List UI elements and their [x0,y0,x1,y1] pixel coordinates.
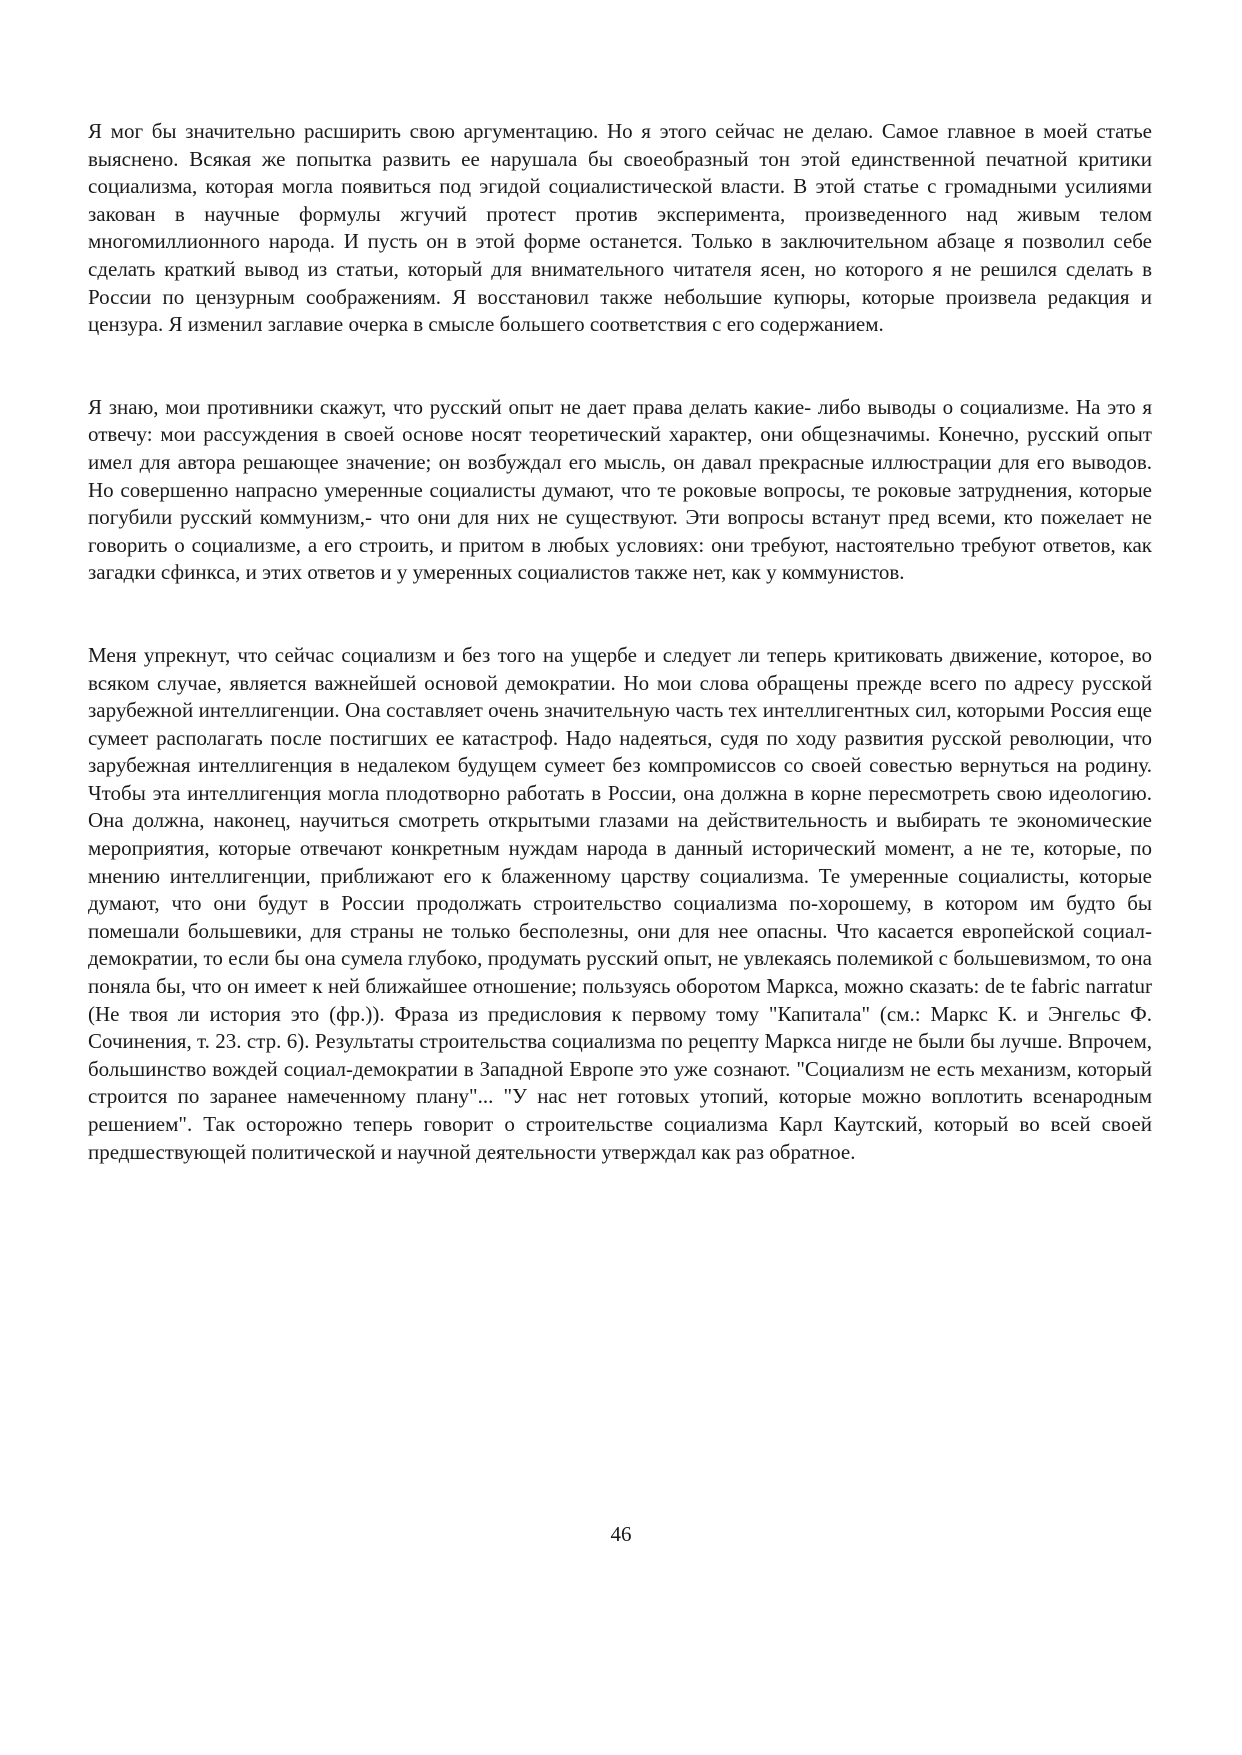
paragraph-1: Я мог бы значительно расширить свою аргументацию. Но я этого сейчас не делаю. Самое главное в моей статье выяснено. Всякая же попытка развить ее нарушала бы своеобразный тон этой единственной печатной критики социализма, которая могла появиться под эгидой социалистической власти. В этой статье с громадными усилиями закован в научные формулы жгучий протест против эксперимента, произведенного над живым телом многомиллионного народа. И пусть он в этой форме останется. Только в заключительном абзаце я позволил себе сделать краткий вывод из статьи, который для внимательного читателя ясен, но которого я не решился сделать в России по цензурным соображениям. Я восстановил также небольшие купюры, которые произвела редакция и цензура. Я изменил заглавие очерка в смысле большего соответствия с его содержанием. [88,119,1152,337]
paragraph-3: Меня упрекнут, что сейчас социализм и без того на ущербе и следует ли теперь критиковать движение, которое, во всяком случае, является важнейшей основой демократии. Но мои слова обращены прежде всего по адресу русской зарубежной интеллигенции. Она составляет очень значительную часть тех интеллигентных сил, которыми Россия еще сумеет располагать после постигших ее катастроф. Надо надеяться, судя по ходу развития русской революции, что зарубежная интеллигенция в недалеком будущем сумеет без компромиссов со своей совестью вернуться на родину. Чтобы эта интеллигенция могла плодотворно работать в России, она должна в корне пересмотреть свою идеологию. Она должна, наконец, научиться смотреть открытыми глазами на действительность и выбирать те экономические мероприятия, которые отвечают конкретным нуждам народа в данный исторический момент, а не те, которые, по мнению интеллигенции, приближают его к блаженному царству социализма. Те умеренные социалисты, которые думают, что они будут в России продолжать строительство социализма по-хорошему, в котором им будто бы помешали большевики, для страны не только бесполезны, они для нее опасны. Что касается европейской социал-демократии, то если бы она сумела глубоко, продумать русский опыт, не увлекаясь полемикой с большевизмом, то она поняла бы, что он имеет к ней ближайшее отношение; пользуясь оборотом Маркса, можно сказать: de te fabric narratur (Не твоя ли история это (фр.)). Фраза из предисловия к первому тому "Капитала" (см.: Маркс К. и Энгельс Ф. Сочинения, т. 23. стр. 6). Результаты строительства социализма по рецепту Маркса нигде не были бы лучше. Впрочем, большинство вождей социал-демократии в Западной Европе это уже сознают. "Социализм не есть механизм, который строится по заранее намеченному плану"... "У нас нет готовых утопий, которые можно воплотить всенародным решением". Так осторожно теперь говорит о строительстве социализма Карл Каутский, который во всей своей предшествующей политической и научной деятельности утверждал как раз обратное. [88,642,1152,1164]
paragraph-2: Я знаю, мои противники скажут, что русский опыт не дает права делать какие- либо выводы о социализме. На это я отвечу: мои рассуждения в своей основе носят теоретический характер, они общезначимы. Конечно, русский опыт имел для автора решающее значение; он возбуждал его мысль, он давал прекрасные иллюстрации для его выводов. Но совершенно напрасно умеренные социалисты думают, что те роковые вопросы, те роковые затруднения, которые погубили русский коммунизм,- что они для них не существуют. Эти вопросы встанут пред всеми, кто пожелает не говорить о социализме, а его строить, и притом в любых условиях: они требуют, настоятельно требуют ответов, как загадки сфинкса, и этих ответов и у умеренных социалистов также нет, как у коммунистов. [88,394,1152,585]
page-body [88,118,1152,1166]
page-number: 46 [610,1522,632,1546]
